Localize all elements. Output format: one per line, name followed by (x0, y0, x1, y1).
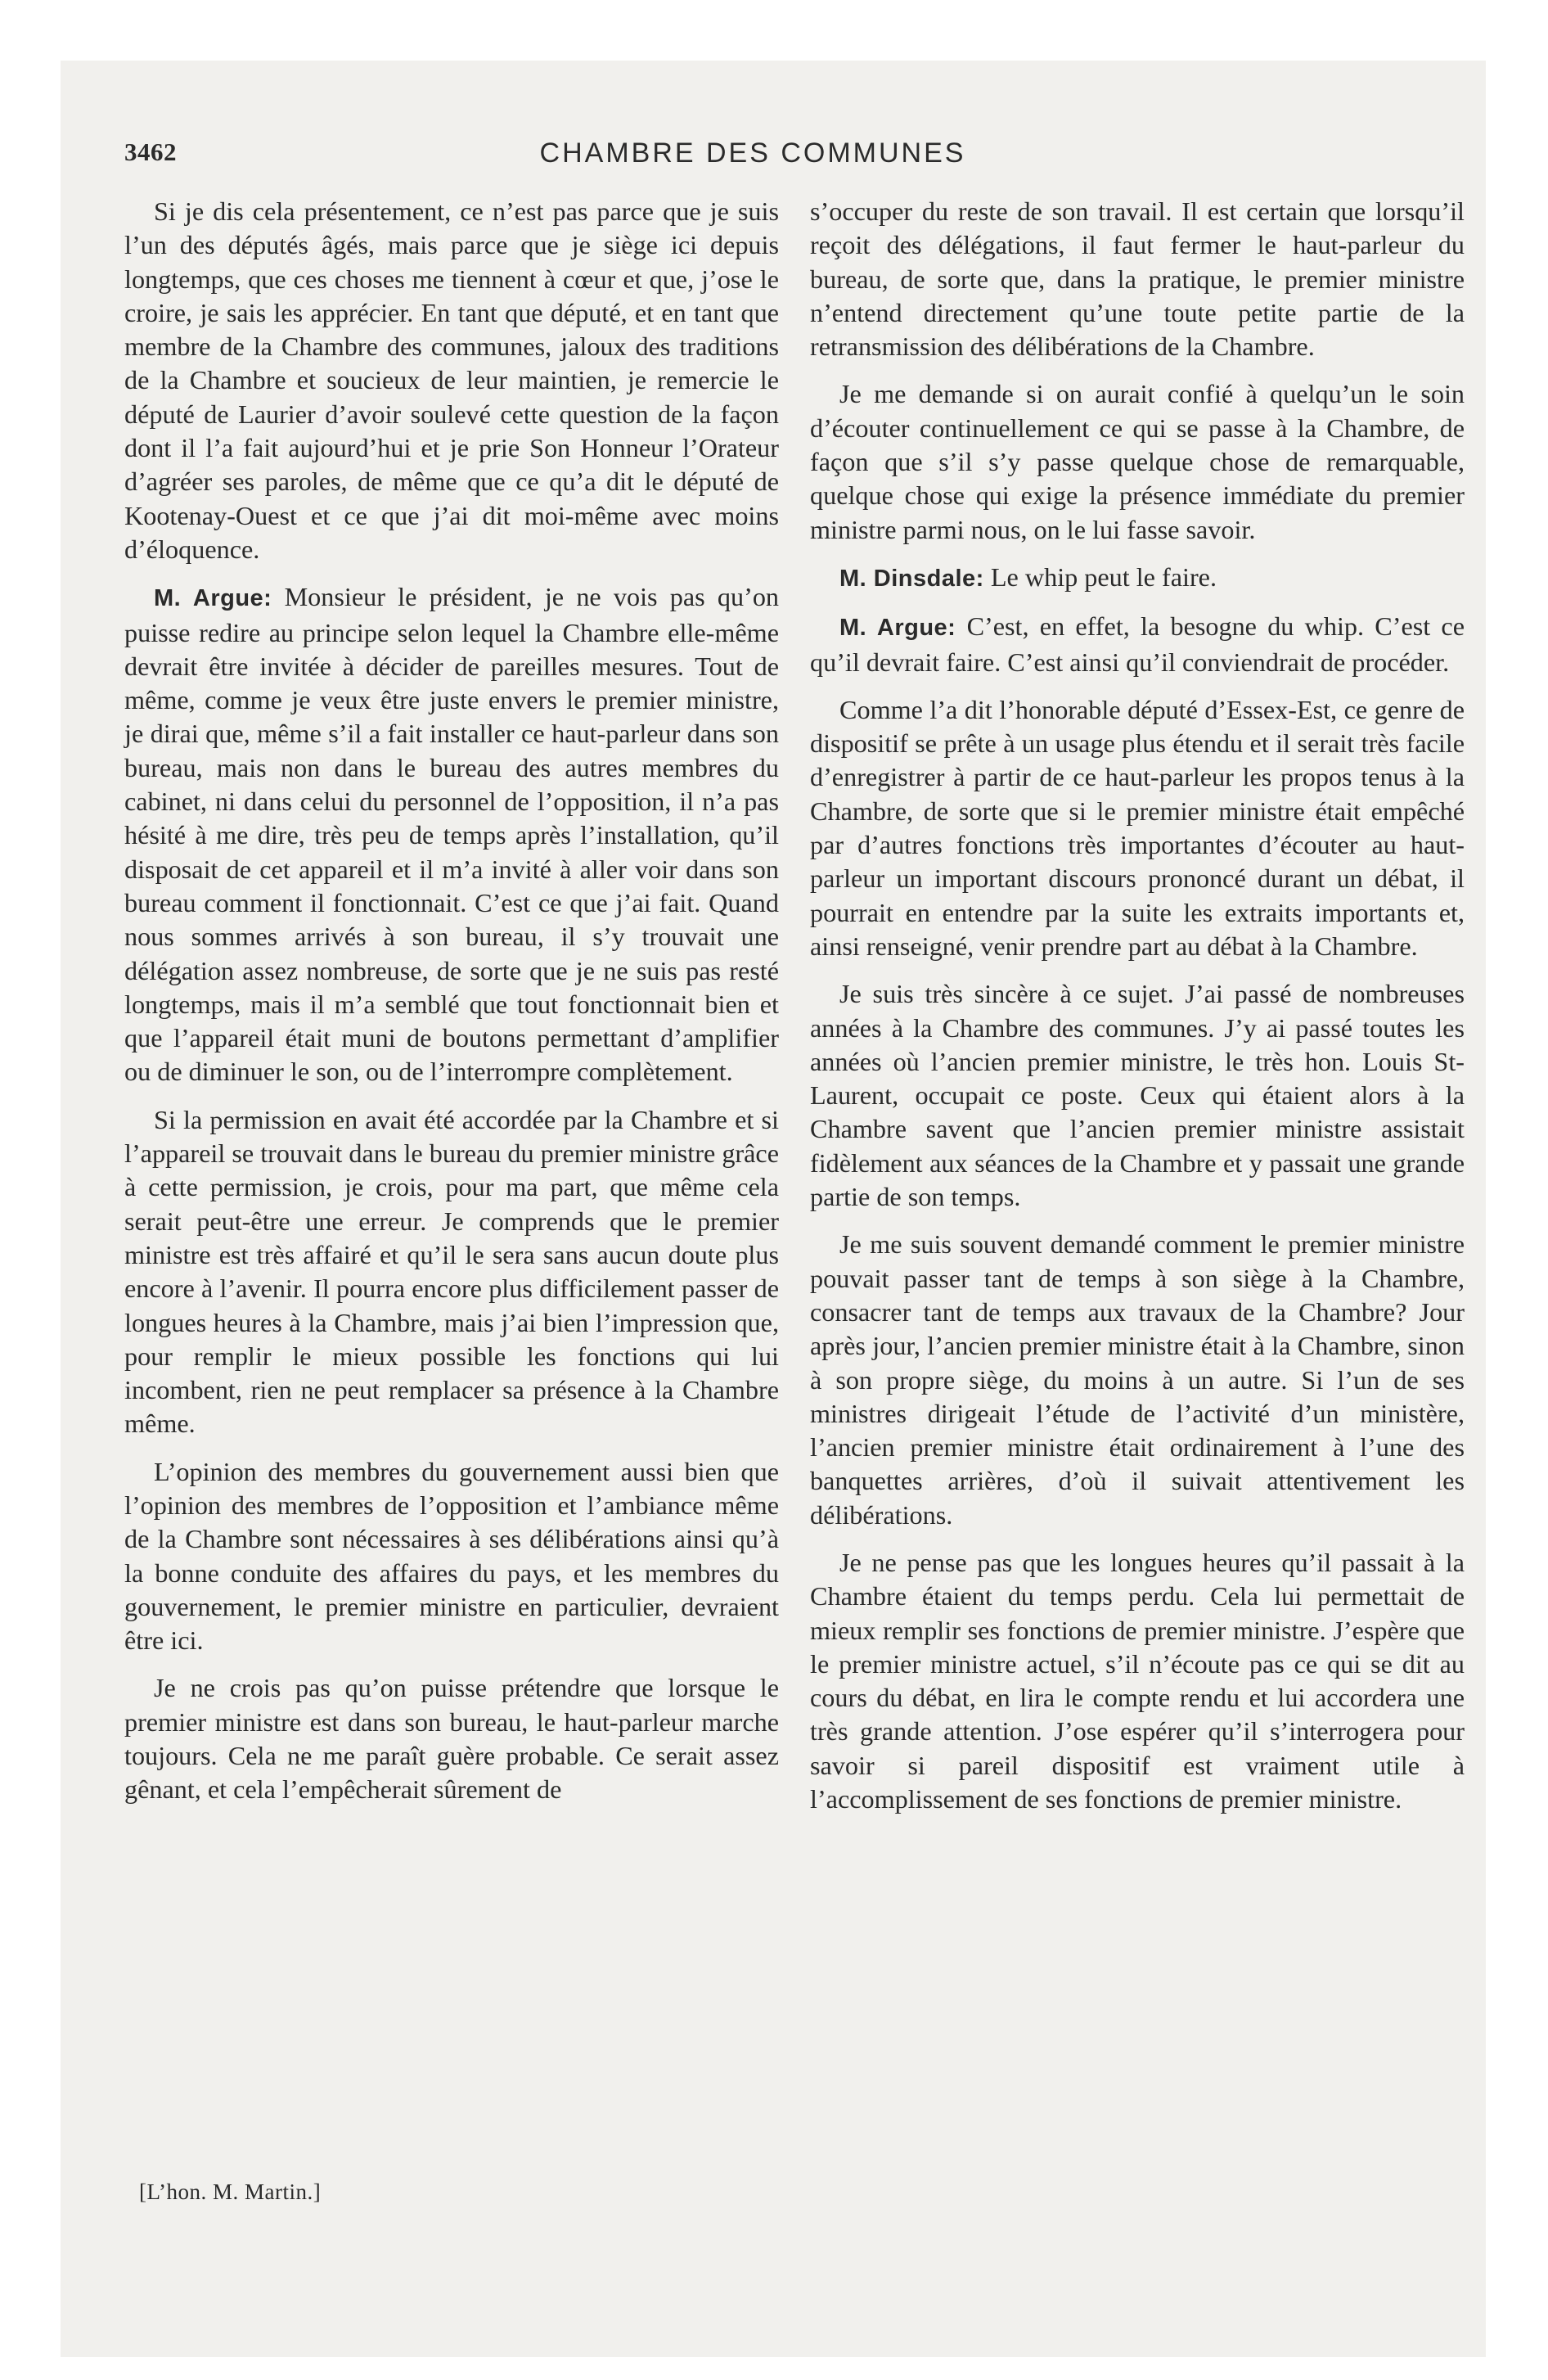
paragraph: Je me suis souvent demandé comment le premier ministre pouvait passer tant de temps à son siège à la Chambre, consacrer tant de temps aux travaux de la Chambre? Jour après jour, l’ancien premier ministre était à la Chambre, sinon à son propre siège, du moins à un autre. Si l’un de ses ministres dirigeait l’étude de l’activité d’un ministère, l’ancien premier ministre était ordinairement à l’une des banquettes arrières, d’où il suivait attentivement les délibérations. (810, 1229, 1465, 1530)
speaker-name: M. Argue: (154, 585, 272, 612)
paragraph (124, 580, 779, 1089)
paragraph (810, 610, 1465, 679)
paragraph: Comme l’a dit l’honorable député d’Essex-Est, ce genre de dispositif se prête à un usage plus étendu et il serait très facile d’enregistrer à partir de ce haut-parleur les propos tenus à la Chambre, de sorte que si le premier ministre était empêché par d’autres fonctions très importantes d’écouter au haut-parleur un important discours prononcé durant un débat, il pourrait en entendre par la suite les extraits importants et, ainsi renseigné, venir prendre part au débat à la Chambre. (810, 694, 1465, 961)
paragraph: L’opinion des membres du gouvernement aussi bien que l’opinion des membres de l’opposition et l’ambiance même de la Chambre sont nécessaires à ses délibérations ainsi qu’à la bonne conduite des affaires du pays, et les membres du gouvernement, le premier ministre en particulier, devraient être ici. (124, 1456, 779, 1656)
paragraph: Je ne pense pas que les longues heures qu’il passait à la Chambre étaient du temps perdu. Cela lui permettait de mieux remplir ses fonctions de premier ministre. J’espère que le premier ministre actuel, s’il n’écoute pas ce qui se dit au cours du débat, en lira le compte rendu et lui accordera une très grande attention. J’ose espérer qu’il s’interrogera pour savoir si pareil dispositif est vraiment utile à l’accomplissement de ses fonctions de premier ministre. (810, 1547, 1465, 1814)
page-number: 3462 (124, 137, 177, 166)
left-column (124, 195, 779, 1821)
paragraph: Je me demande si on aurait confié à quelqu’un le soin d’écouter continuellement ce qui se passe à la Chambre, de façon que s’il s’y passe quelque chose de remarquable, quelque chose qui exige la présence immédiate du premier ministre parmi nous, on le lui fasse savoir. (810, 379, 1465, 544)
paragraph: s’occuper du reste de son travail. Il est certain que lorsqu’il reçoit des délégations, il faut fermer le haut-parleur du bureau, de sorte que, dans la pratique, le premier ministre n’entend directement qu’une toute petite partie de la retransmission des délibérations de la Chambre. (810, 196, 1465, 362)
speech-text: C’est, en effet, la besogne du whip. C’est ce qu’il devrait faire. C’est ainsi qu’il conviendrait de procéder. (810, 611, 1465, 677)
running-head: CHAMBRE DES COMMUNES (539, 137, 966, 169)
paragraph: Je ne crois pas qu’on puisse prétendre que lorsque le premier ministre est dans son bureau, le haut-parleur marche toujours. Cela ne me paraît guère probable. Ce serait assez gênant, et cela l’empêcherait sûrement de (124, 1673, 779, 1805)
speaker-name: M. Argue: (839, 615, 956, 642)
right-column (810, 195, 1465, 1830)
speaker-name: M. Dinsdale: (839, 565, 984, 592)
paragraph (810, 561, 1465, 596)
paragraph: Si je dis cela présentement, ce n’est pas parce que je suis l’un des députés âgés, mais parce que je siège ici depuis longtemps, que ces choses me tiennent à cœur et que, j’ose le croire, je sais les apprécier. En tant que député, et en tant que membre de la Chambre des communes, jaloux des traditions de la Chambre et soucieux de leur maintien, je remercie le député de Laurier d’avoir soulevé cette question de la façon dont il l’a fait aujourd’hui et je prie Son Honneur l’Orateur d’agréer ses paroles, de même que ce qu’a dit le député de Kootenay-Ouest et ce que j’ai dit moi-même avec moins d’éloquence. (124, 196, 779, 564)
speaker-attribution: [L’hon. M. Martin.] (139, 2179, 322, 2204)
paragraph: Si la permission en avait été accordée par la Chambre et si l’appareil se trouvait dans le bureau du premier ministre grâce à cette permission, je crois, pour ma part, que même cela serait peut-être une erreur. Je comprends que le premier ministre est très affairé et qu’il le sera sans aucun doute plus encore à l’avenir. Il pourra encore plus difficilement passer de longues heures à la Chambre, mais j’ai bien l’impression que, pour remplir le mieux possible les fonctions qui lui incombent, rien ne peut remplacer sa présence à la Chambre même. (124, 1104, 779, 1439)
paragraph: Je suis très sincère à ce sujet. J’ai passé de nombreuses années à la Chambre des communes. J’y ai passé toutes les années où l’ancien premier ministre, le très hon. Louis St-Laurent, occupait ce poste. Ceux qui étaient alors à la Chambre savent que l’ancien premier ministre assistait fidèlement aux séances de la Chambre et y passait une grande partie de son temps. (810, 979, 1465, 1212)
speech-text: Le whip peut le faire. (990, 561, 1217, 592)
speech-text: Monsieur le président, je ne vois pas qu’on puisse redire au principe selon lequel la Chambre elle-même devrait être invitée à décider de pareilles mesures. Tout de même, comme je veux être juste envers le premier ministre, je dirai que, même s’il a fait installer ce haut-parleur dans son bureau, mais non dans le bureau des autres membres du cabinet, ni dans celui du personnel de l’opposition, il n’a pas hésité à me dire, très peu de temps après l’installation, qu’il disposait de cet appareil et il m’a invité à aller voir dans son bureau comment il fonctionnait. C’est ce que j’ai fait. Quand nous sommes arrivés à son bureau, il s’y trouvait une délégation assez nombreuse, de sorte que je ne suis pas resté longtemps, mais il m’a semblé que tout fonctionnait bien et que l’appareil était muni de boutons permettant d’amplifier ou de diminuer le son, ou de l’interrompre complètement. (124, 582, 780, 1087)
